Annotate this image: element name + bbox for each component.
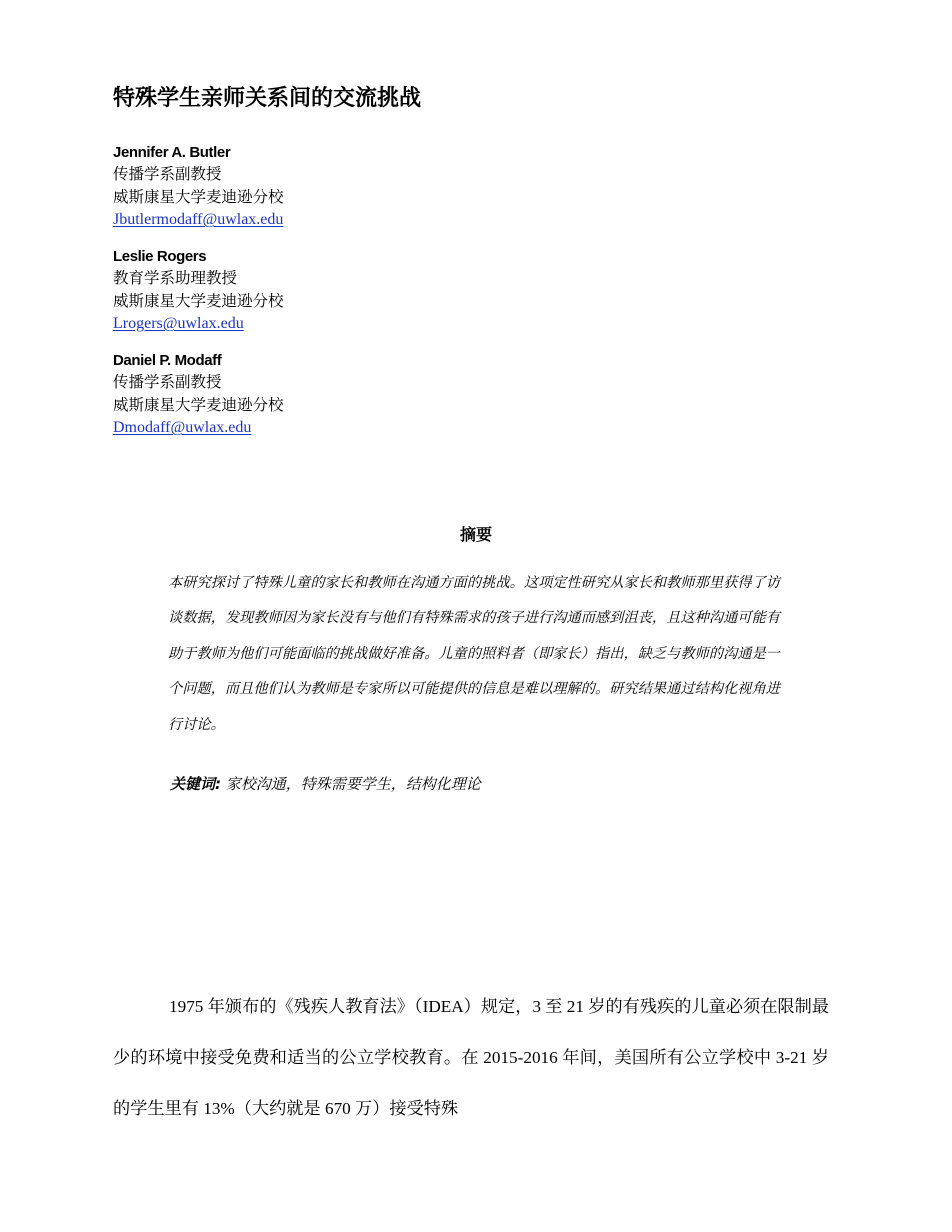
author-email-link[interactable]: Dmodaff@uwlax.edu <box>113 419 252 436</box>
author-block-modaff <box>113 351 513 439</box>
author-name: Jennifer A. Butler <box>113 144 231 161</box>
author-affiliation: 威斯康星大学麦迪逊分校 <box>113 292 284 310</box>
keywords-line <box>170 771 790 797</box>
author-email-link[interactable]: Lrogers@uwlax.edu <box>113 315 244 332</box>
author-affiliation: 威斯康星大学麦迪逊分校 <box>113 396 284 414</box>
author-block-butler <box>113 143 513 231</box>
author-name: Daniel P. Modaff <box>113 352 222 369</box>
abstract-text: 本研究探讨了特殊儿童的家长和教师在沟通方面的挑战。这项定性研究从家长和教师那里获得了访谈数据，发现教师因为家长没有与他们有特殊需求的孩子进行沟通而感到沮丧，且这种沟通可能有助于教师为他们可能面临的挑战做好准备。儿童的照料者（即家长）指出，缺乏与教师的沟通是一个问题，而且他们认为教师是专家所以可能提供的信息是难以理解的。研究结果通过结构化视角进行讨论。 <box>168 575 780 733</box>
author-email-link[interactable]: Jbutlermodaff@uwlax.edu <box>113 211 284 228</box>
keywords-text: 家校沟通，特殊需要学生，结构化理论 <box>221 775 481 793</box>
abstract-heading: 摘要 <box>459 525 492 544</box>
author-affiliation: 威斯康星大学麦迪逊分校 <box>113 188 284 206</box>
author-position: 传播学系副教授 <box>113 165 222 183</box>
author-position: 传播学系副教授 <box>113 373 222 391</box>
body-paragraph: 1975 年颁布的《残疾人教育法》（IDEA）规定，3 至 21 岁的有残疾的儿童必须在限制最少的环境中接受免费和适当的公立学校教育。在 2015-2016 年间，美国所有公立学校中 3-21 岁的学生里有 13%（大约就是 670 万）接受特殊 <box>113 997 829 1118</box>
keywords-label: 关键词: <box>170 775 221 793</box>
author-block-rogers <box>113 247 513 335</box>
author-position: 教育学系助理教授 <box>113 269 238 287</box>
author-name: Leslie Rogers <box>113 248 207 265</box>
paper-title: 特殊学生亲师关系间的交流挑战 <box>113 86 422 111</box>
